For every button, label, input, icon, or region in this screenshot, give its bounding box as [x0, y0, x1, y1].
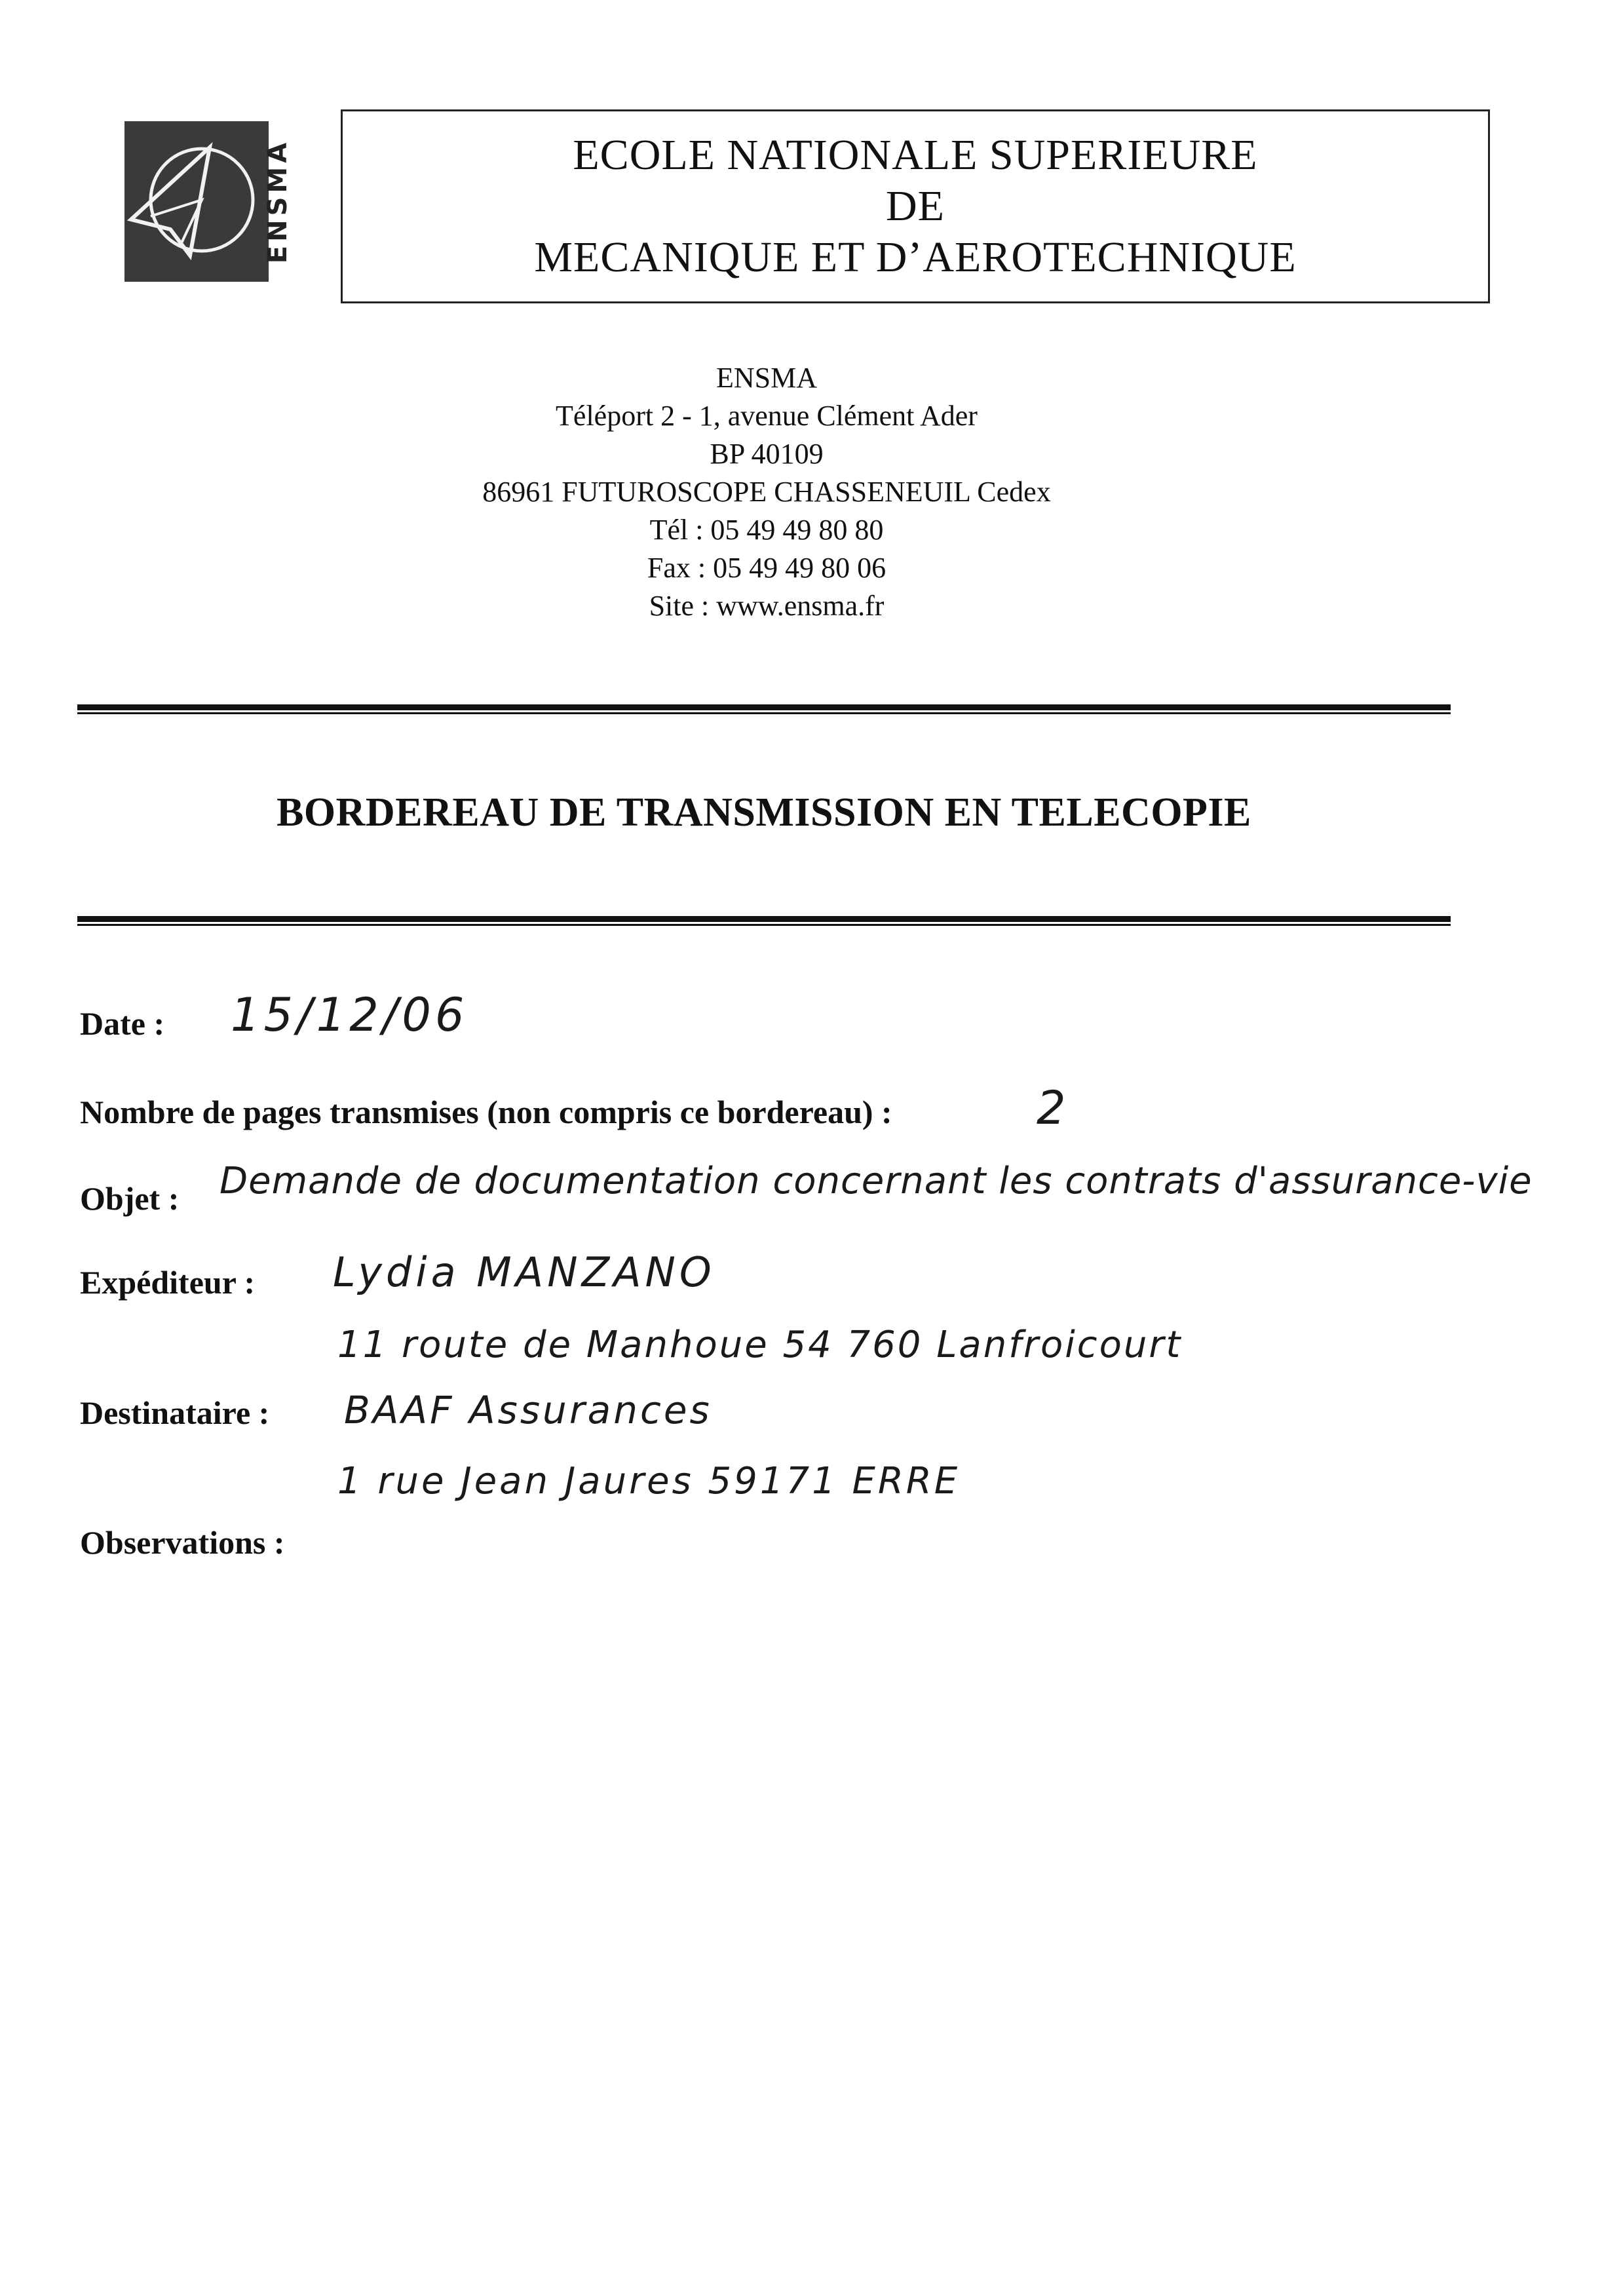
- address-city: 86961 FUTUROSCOPE CHASSENEUIL Cedex: [482, 476, 1051, 508]
- address-name: ENSMA: [715, 362, 818, 394]
- document-title: BORDEREAU DE TRANSMISSION EN TELECOPIE: [277, 790, 1251, 835]
- school-name-box: [341, 109, 1490, 303]
- date-label: Date :: [80, 1005, 165, 1042]
- observations-label: Observations :: [80, 1524, 285, 1561]
- address-tel: Tél : 05 49 49 80 80: [649, 514, 884, 546]
- objet-label: Objet :: [80, 1180, 180, 1217]
- address-street: Téléport 2 - 1, avenue Clément Ader: [556, 400, 978, 432]
- divider-top: [77, 704, 1451, 715]
- school-name-line-3: MECANIQUE ET D’AEROTECHNIQUE: [534, 233, 1297, 281]
- address-fax: Fax : 05 49 49 80 06: [647, 552, 887, 584]
- destinataire-label: Destinataire :: [80, 1394, 270, 1431]
- pages-value: 2: [1037, 1081, 1067, 1135]
- address-bp: BP 40109: [710, 438, 824, 470]
- expediteur-name: Lydia MANZANO: [333, 1248, 715, 1296]
- destinataire-name: BAAF Assurances: [344, 1388, 712, 1432]
- objet-value: Demande de documentation concernant les contrats d'assurance-vie: [219, 1160, 1533, 1202]
- school-name-line-1: ECOLE NATIONALE SUPERIEURE: [573, 131, 1258, 179]
- school-name-line-2: DE: [886, 182, 945, 230]
- expediteur-address: 11 route de Manhoue 54 760 Lanfroicourt: [337, 1324, 1183, 1366]
- destinataire-address: 1 rue Jean Jaures 59171 ERRE: [337, 1460, 961, 1502]
- date-value: 15/12/06: [231, 988, 468, 1042]
- logo-text: ENSMA: [263, 138, 293, 264]
- expediteur-label: Expéditeur :: [80, 1264, 256, 1301]
- divider-bottom: [77, 916, 1451, 927]
- address-block: [341, 359, 1192, 625]
- address-site: Site : www.ensma.fr: [649, 590, 885, 622]
- pages-label: Nombre de pages transmises (non compris ce bordereau) :: [80, 1094, 892, 1130]
- ensma-logo: [124, 121, 305, 282]
